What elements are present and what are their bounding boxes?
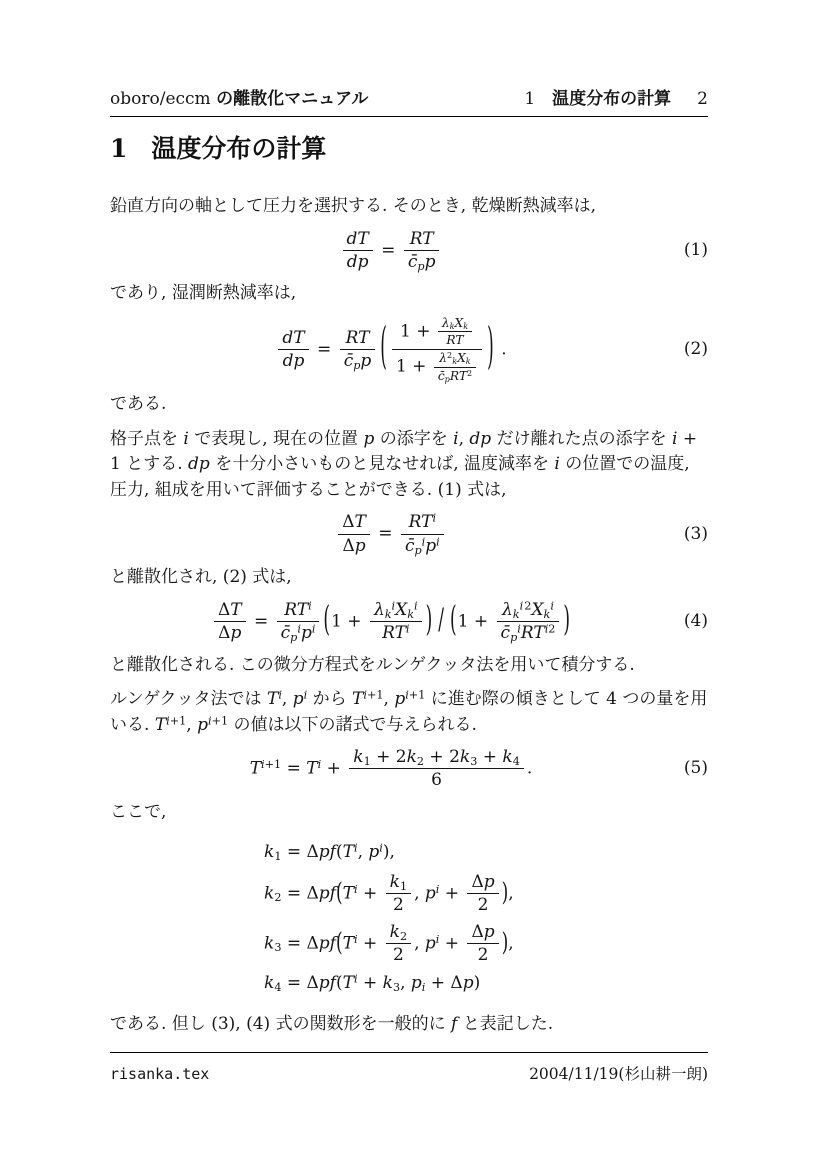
- paragraph-grid-discretization: 格子点を i で表現し, 現在の位置 p の添字を i, dp だけ離れた点の添字を i + 1 とする. dp を十分小さいものと見なせれば, 温度減率を i の位置での温度, 圧力, 組成を用いて評価することができる. (1) 式は,: [110, 428, 698, 500]
- header-document-title: oboro/eccm の離散化マニュアル: [110, 89, 369, 109]
- equation-4-discretized-moist: [110, 600, 708, 644]
- equation-1-body: $\frac{dT}{dp}$ = $\frac{RT}{c̄_pp}$: [110, 229, 672, 273]
- k1-equation: $k_1 = \Delta pf(T^i$, $p^i$),: [264, 841, 395, 864]
- paragraph-eq2-discretize-lead: と離散化され, (2) 式は,: [110, 567, 292, 588]
- header-right: [524, 84, 708, 109]
- equation-4-number: (4): [683, 610, 708, 631]
- equation-1-dry-adiabat: [110, 229, 708, 273]
- equation-5-number: (5): [683, 758, 708, 779]
- paragraph-dearu: である.: [110, 394, 167, 415]
- running-header: [110, 84, 708, 117]
- equation-2-number: (2): [683, 338, 708, 359]
- paragraph-closing-note: である. 但し (3), (4) 式の関数形を一般的に f と表記した.: [110, 1013, 554, 1034]
- page-body: [110, 134, 708, 1046]
- equation-2-body: $\frac{dT}{dp}$ = $\frac{RT}{c̄_pp}$ ( 1 + $\lambda_kX_k$ RT 1 + $\lambda^2_kX_k$ $c̄_pRT^2$ ) .: [110, 316, 672, 384]
- page-footer: [110, 1052, 708, 1084]
- equation-5-body: $T^{i+1} = T^i$ + $\frac{k_1 + 2k_2 + 2k_3 + k_4}{6}$ .: [249, 747, 533, 791]
- footer-filename: risanka.tex: [110, 1065, 210, 1083]
- equation-4-body: $\frac{\Delta T}{\Delta p}$ = $RT^i$ $c̄_p^ip^i$ (1 + $\lambda_k^iX_k^i$ $RT^i$ ) / (1 + $\lambda_k^{i 2}X_k^i$ $c̄_p^iRT^{i2}$ ): [110, 600, 672, 644]
- k4-equation: $k_4 = \Delta pf(T^i + k_3$, $p_i + \Delta p$): [264, 972, 481, 995]
- k2-equation: $k_2 = \Delta pf(T^i$ + $\frac{k_1}{2}$ , $p^i$ + $\frac{\Delta p}{2}$ ),: [264, 871, 514, 916]
- runge-kutta-k-equations: [110, 837, 708, 1000]
- footer-date-author: 2004/11/19(杉山耕一朗): [529, 1065, 708, 1083]
- section-number: 1: [110, 134, 128, 163]
- header-section-label: 1 温度分布の計算: [524, 89, 672, 109]
- equation-3-discretized-dry: [110, 512, 708, 556]
- paragraph-runge-kutta-detail: ルンゲクッタ法では $T^i$, $p^i$ から $T^{i+1}$, $p^{i+1}$ に進む際の傾きとして 4 つの量を用いる. $T^{i+1}$, $p^{i+1}$ の値は以下の諸式で与えられる.: [110, 688, 708, 735]
- equation-3-body: $\frac{\Delta T}{\Delta p}$ = $RT^i$ $c̄_p^ip^i$: [110, 512, 672, 556]
- paragraph-intro: 鉛直方向の軸として圧力を選択する. そのとき, 乾燥断熱減率は,: [110, 196, 597, 216]
- equation-5-runge-kutta-update: [110, 747, 708, 791]
- paragraph-kokode: ここで,: [110, 801, 167, 822]
- paragraph-runge-kutta-intro: と離散化される. この微分方程式をルンゲクッタ法を用いて積分する.: [110, 654, 635, 675]
- section-title: 温度分布の計算: [151, 134, 327, 163]
- equation-2-moist-adiabat: [110, 316, 708, 384]
- section-heading: [110, 134, 708, 164]
- paragraph-moist-lead: であり, 湿潤断熱減率は,: [110, 283, 297, 304]
- equation-1-number: (1): [683, 239, 708, 260]
- k3-equation: $k_3 = \Delta pf(T^i$ + $\frac{k_2}{2}$ , $p^i$ + $\frac{\Delta p}{2}$ ),: [264, 921, 514, 965]
- equation-3-number: (3): [683, 523, 708, 544]
- header-page-number: 2: [697, 89, 708, 109]
